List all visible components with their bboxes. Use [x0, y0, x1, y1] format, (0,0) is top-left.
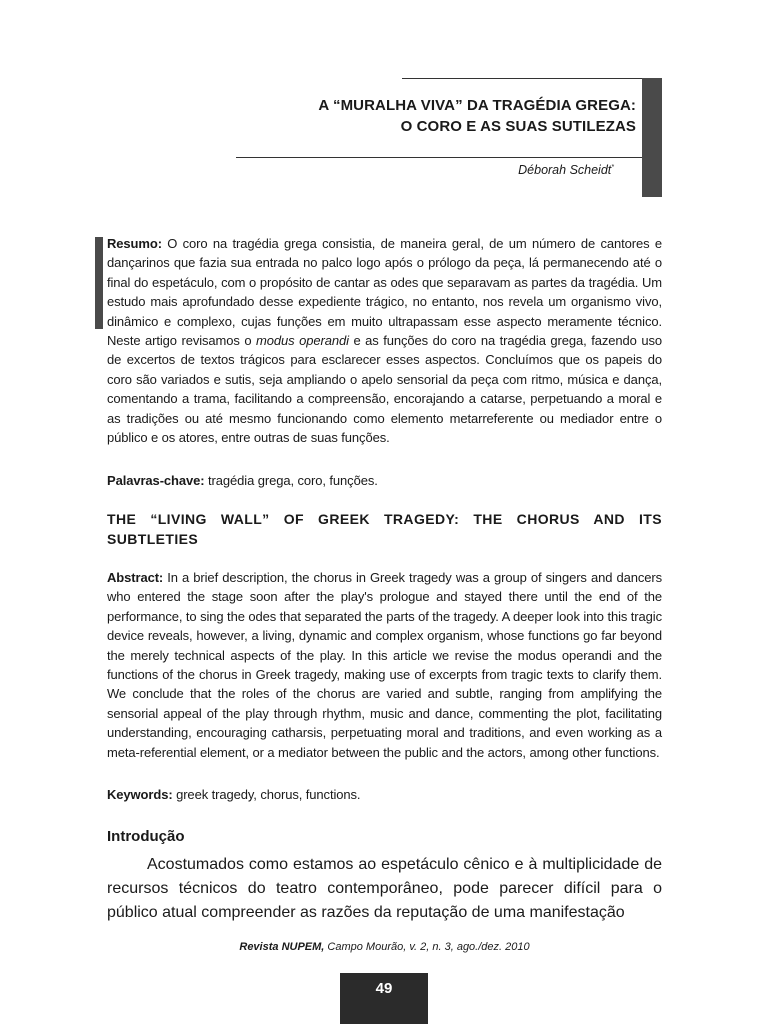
keywords-label: Keywords:: [107, 787, 173, 802]
title-line-1: A “MURALHA VIVA” DA TRAGÉDIA GREGA:: [318, 97, 636, 114]
english-title: THE “LIVING WALL” OF GREEK TRAGEDY: THE CHORUS AND ITS SUBTLETIES: [107, 511, 662, 547]
section-heading-introducao: Introdução: [107, 828, 185, 845]
footer-citation-text: Campo Mourão, v. 2, n. 3, ago./dez. 2010: [324, 941, 530, 953]
abstract-side-bar: [95, 237, 103, 329]
page-number: 49: [375, 980, 393, 997]
footer-journal: Revista NUPEM,: [239, 941, 325, 953]
palavras-chave-label: Palavras-chave:: [107, 473, 205, 488]
header-rule-top: [402, 78, 642, 79]
author-name: Déborah Scheidt: [518, 163, 612, 177]
author-footnote-mark: *: [611, 163, 614, 171]
abstract-label: Abstract:: [107, 570, 164, 585]
resumo-text-italic: modus operandi: [256, 333, 349, 349]
resumo-paragraph: [107, 234, 662, 447]
resumo-text-b: e as funções do coro na tragédia grega, fazendo uso de excertos de textos trágicos para esclarecer esses aspectos. Concluímos que os papeis do coro são variados e sutis, seja ampliando o apelo sensorial da peça com ritmo, música e dança, comentando a trama, facilitando a compreensão, encorajando a catarse, perpetuando a moral e as tradições ou até mesmo funcionando como elemento metarreferente ou mediador entre o público e os atores, entre outras de suas funções.: [107, 333, 662, 446]
keywords: [107, 785, 662, 804]
article-title: [236, 95, 636, 137]
introducao-paragraph: [107, 853, 662, 925]
palavras-chave-text: tragédia grega, coro, funções.: [204, 473, 378, 488]
resumo-label: Resumo:: [107, 236, 162, 251]
header-rule-bottom: [236, 157, 642, 158]
title-line-2: O CORO E AS SUAS SUTILEZAS: [400, 118, 636, 135]
abstract-text: In a brief description, the chorus in Greek tragedy was a group of singers and dancers who entered the stage soon after the play's prologue and stayed there until the end of the performance, to sing the odes that separated the parts of the tragedy. A deeper look into this tragic device reveals, however, a living, dynamic and complex organism, whose functions go far beyond the merely technical aspects of the play. In this article we revise the modus operandi and the functions of the chorus in Greek tragedy, making use of excerpts from tragic texts to clarify them. We conclude that the roles of the chorus are varied and subtle, ranging from amplifying the sensorial appeal of the play through rhythm, music and dance, commenting the plot, facilitating understanding, encouraging catharsis, perpetuating moral and traditions, and even working as a meta-referential element, or a mediator between the public and the actors, among other functions.: [107, 570, 662, 760]
abstract-paragraph: [107, 568, 662, 762]
author: [400, 163, 614, 177]
header-side-bar: [642, 78, 662, 197]
palavras-chave: [107, 471, 662, 490]
footer-citation: [107, 941, 662, 953]
resumo-text-a: O coro na tragédia grega consistia, de maneira geral, de um número de cantores e dançarinos que fazia sua entrada no palco logo após o prólogo da peça, lá permanecendo até o final do espetáculo, com o propósito de cantar as odes que separavam as partes da tragédia. Um estudo mais aprofundado desse expediente trágico, no entanto, nos revela um organismo vivo, dinâmico e complexo, cujas funções em muito ultrapassam esse aspecto meramente técnico. Neste artigo revisamos o: [107, 236, 662, 349]
keywords-text: greek tragedy, chorus, functions.: [172, 787, 361, 802]
introducao-text: Acostumados como estamos ao espetáculo cênico e à multiplicidade de recursos técnicos do teatro contemporâneo, pode parecer difícil para o público atual compreender as razões da reputação de uma manifestação: [107, 856, 662, 921]
